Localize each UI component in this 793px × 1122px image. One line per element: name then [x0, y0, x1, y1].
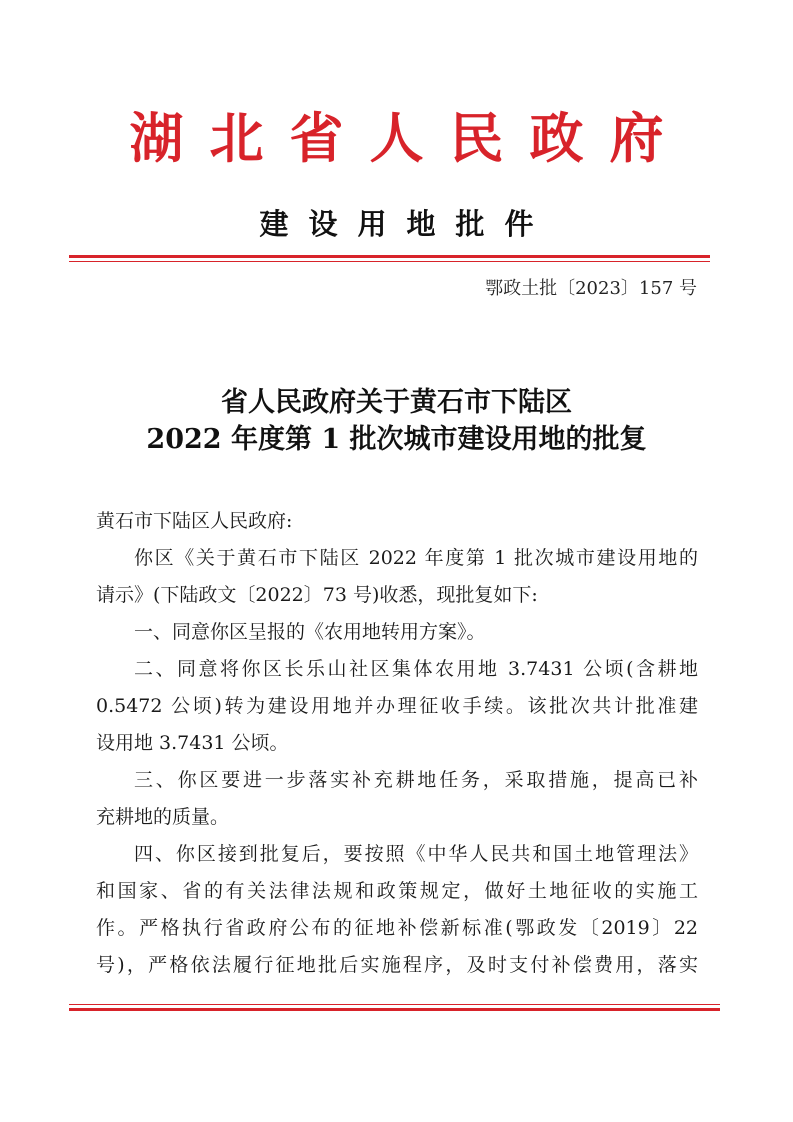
- paragraph-line: 二、同意将你区长乐山社区集体农用地 3.7431 公顷(含耕地: [134, 658, 698, 680]
- document-title-line-1: 省人民政府关于黄石市下陆区: [221, 387, 572, 418]
- document-body: [96, 503, 698, 984]
- paragraph-line: 四、你区接到批复后，要按照《中华人民共和国土地管理法》: [134, 843, 698, 865]
- paragraph-line: 充耕地的质量。: [96, 806, 230, 828]
- paragraph-line: 三、你区要进一步落实补充耕地任务，采取措施，提高已补: [134, 769, 698, 791]
- paragraph-line: 一、同意你区呈报的《农用地转用方案》。: [134, 621, 486, 643]
- footer-rule-thin: [69, 1004, 720, 1005]
- document-type: 建设用地批件: [259, 207, 554, 241]
- document-title-line-2: 2022 年度第 1 批次城市建设用地的批复: [146, 424, 647, 455]
- header-rule-thick: [69, 255, 710, 258]
- paragraph-line: 和国家、省的有关法律法规和政策规定，做好土地征收的实施工: [96, 880, 698, 902]
- document-number: 鄂政土批〔2023〕157 号: [485, 278, 697, 299]
- paragraph-line: 你区《关于黄石市下陆区 2022 年度第 1 批次城市建设用地的: [134, 547, 698, 569]
- paragraph-line: 请示》(下陆政文〔2022〕73 号)收悉，现批复如下:: [96, 584, 538, 606]
- paragraph-line: 作。严格执行省政府公布的征地补偿新标准(鄂政发〔2019〕22: [96, 917, 698, 939]
- salutation: 黄石市下陆区人民政府:: [96, 510, 293, 532]
- header-rule-thin: [69, 261, 710, 262]
- issuer-title: 湖北省人民政府: [129, 106, 690, 170]
- paragraph-line: 设用地 3.7431 公顷。: [96, 732, 289, 754]
- paragraph-line: 号)，严格依法履行征地批后实施程序，及时支付补偿费用，落实: [96, 954, 698, 976]
- paragraph-line: 0.5472 公顷)转为建设用地并办理征收手续。该批次共计批准建: [96, 695, 698, 717]
- footer-rule-thick: [69, 1008, 720, 1011]
